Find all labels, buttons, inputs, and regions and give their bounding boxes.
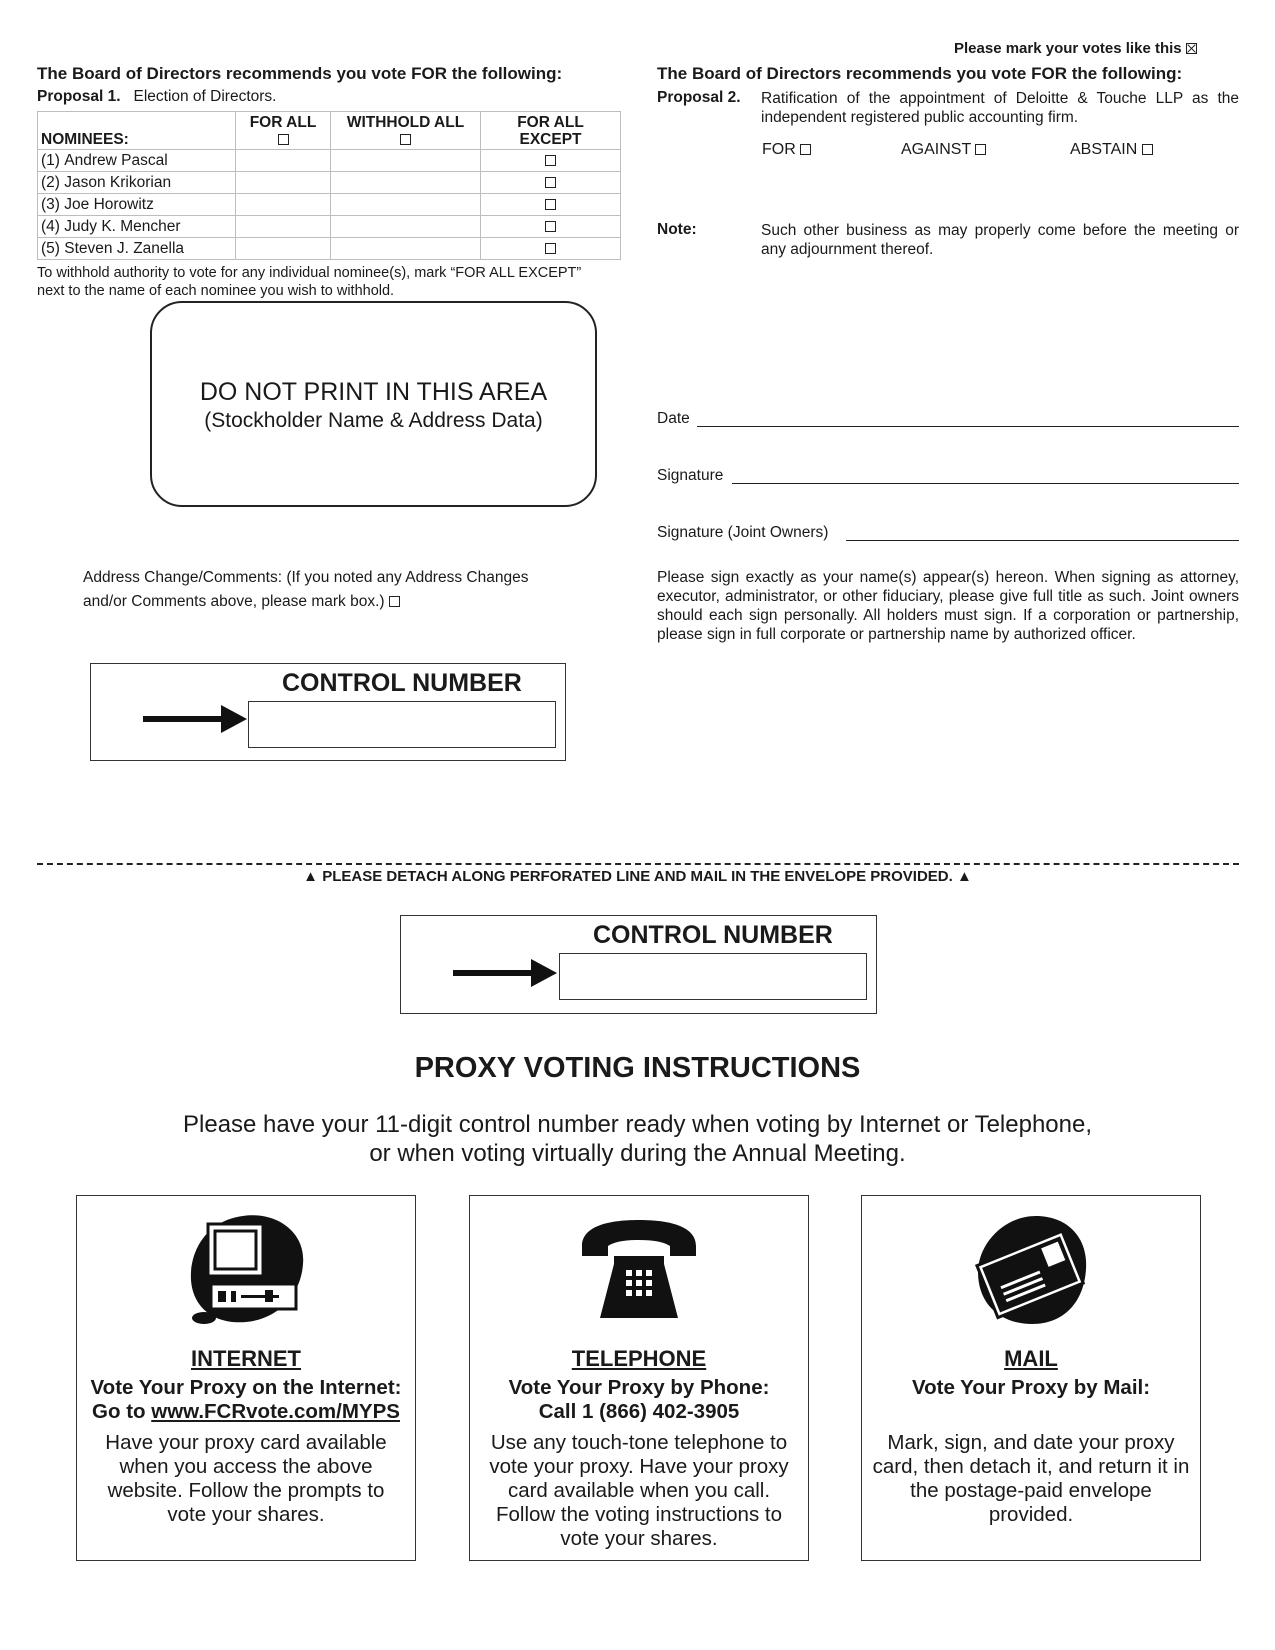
computer-icon [77,1214,415,1324]
nominee-table [37,111,621,260]
nominee-number: (3) [41,195,60,213]
detach-text: PLEASE DETACH ALONG PERFORATED LINE AND MAIL IN THE ENVELOPE PROVIDED. [322,868,953,885]
joint-signature-label: Signature (Joint Owners) [657,524,829,541]
arrow-head-icon [221,705,247,733]
option-abstain [1070,141,1153,159]
for-all-checkbox[interactable] [278,134,289,145]
proposal-1-label: Proposal 1. [37,88,121,105]
nominee-row [38,194,621,216]
nominee-row [38,172,621,194]
right-heading: The Board of Directors recommends you vote FOR the following: [657,64,1183,83]
date-line[interactable] [697,426,1239,427]
do-not-print-area [150,301,597,507]
note-text: Such other business as may properly come before the meeting or any adjournment thereof. [761,222,1239,258]
withhold-all-label: WITHHOLD ALL [346,113,465,131]
control-number-label: CONTROL NUMBER [282,669,522,697]
withhold-note-line-2: next to the name of each nominee you wish to withhold. [37,283,395,299]
arrow-right-icon [143,716,223,722]
for-all-label: FOR ALL [249,113,317,131]
proposal-1-text: Election of Directors. [133,88,277,105]
for-all-except-header [481,112,621,150]
internet-subtitle-1: Vote Your Proxy on the Internet: [90,1376,402,1399]
nominee-row [38,216,621,238]
nominee-number: (1) [41,151,60,169]
instructions-line-1: Please have your 11-digit control number ready when voting by Internet or Telephone, [183,1111,1092,1138]
control-number-field[interactable] [248,701,556,748]
signature-label: Signature [657,467,724,484]
nominee-name: Steven J. Zanella [64,239,185,257]
address-change-checkbox[interactable] [389,596,400,607]
option-against [901,141,986,159]
nominee-number: (4) [41,217,60,235]
telephone-desc-line: vote your shares. [560,1527,718,1550]
option-for-label: FOR [762,141,796,158]
control-number-box-top [90,663,566,761]
for-all-except-label-2: EXCEPT [519,130,582,148]
detach-note [0,868,1275,885]
nominee-name: Judy K. Mencher [64,217,181,235]
internet-subtitle [77,1376,415,1424]
telephone-number: Call 1 (866) 402-3905 [538,1400,740,1423]
signature-line[interactable] [732,483,1239,484]
telephone-desc-line: Use any touch-tone telephone to [490,1431,788,1454]
proposal-1 [37,88,276,106]
nominees-header: NOMINEES: [38,112,236,150]
envelope-icon [862,1214,1200,1324]
internet-desc-line: Have your proxy card available [105,1431,387,1454]
control-number-label: CONTROL NUMBER [593,921,833,949]
do-not-print-subtitle: (Stockholder Name & Address Data) [204,409,543,432]
do-not-print-title: DO NOT PRINT IN THIS AREA [199,378,548,406]
proposal-2-label: Proposal 2. [657,89,741,106]
address-change-line-2: and/or Comments above, please mark box.) [83,593,385,610]
up-triangle-icon: ▲ [303,868,319,885]
nominee-name: Jason Krikorian [64,173,172,191]
telephone-icon [470,1214,808,1324]
address-change-line-1: Address Change/Comments: (If you noted any Address Changes [83,569,529,586]
joint-signature-line[interactable] [846,540,1239,541]
internet-box [76,1195,416,1561]
control-number-field[interactable] [559,953,867,1000]
control-number-box-bottom [400,915,877,1014]
internet-vote-link[interactable]: www.FCRvote.com/MYPS [151,1400,400,1423]
internet-go-to: Go to [92,1400,152,1423]
telephone-desc-line: vote your proxy. Have your proxy [489,1455,789,1478]
withhold-all-checkbox[interactable] [400,134,411,145]
mark-votes-note [954,40,1197,57]
against-checkbox[interactable] [975,144,986,155]
option-against-label: AGAINST [901,141,971,158]
mail-desc-line: the postage-paid envelope [910,1479,1152,1502]
up-triangle-icon: ▲ [956,868,972,885]
nominee-name: Andrew Pascal [64,151,168,169]
perforated-line [37,863,1239,865]
telephone-subtitle [470,1376,808,1424]
option-abstain-label: ABSTAIN [1070,141,1138,158]
instructions-title: PROXY VOTING INSTRUCTIONS [414,1052,861,1084]
arrow-head-icon [531,959,557,987]
abstain-checkbox[interactable] [1142,144,1153,155]
telephone-description [480,1431,798,1551]
internet-method: INTERNET [191,1346,301,1371]
internet-description [87,1431,405,1527]
nominee-number: (5) [41,239,60,257]
date-label: Date [657,410,690,427]
nominee-except-checkbox[interactable] [545,243,556,254]
note-label: Note: [657,221,697,238]
for-all-except-label-1: FOR ALL [517,113,584,131]
for-all-header [236,112,331,150]
telephone-subtitle-1: Vote Your Proxy by Phone: [508,1376,770,1399]
proposal-2-text: Ratification of the appointment of Deloitte & Touche LLP as the independent registered public accounting firm. [761,90,1239,126]
telephone-box [469,1195,809,1561]
telephone-desc-line: Follow the voting instructions to [496,1503,782,1526]
mail-box [861,1195,1201,1561]
telephone-desc-line: card available when you call. [507,1479,771,1502]
option-for [762,141,811,159]
mail-desc-line: card, then detach it, and return it in [872,1455,1190,1478]
internet-desc-line: vote your shares. [167,1503,325,1526]
mail-desc-line: Mark, sign, and date your proxy [887,1431,1175,1454]
internet-desc-line: when you access the above [119,1455,373,1478]
example-checked-box-icon [1186,43,1197,54]
withhold-all-header [331,112,481,150]
nominee-table-header [38,112,621,150]
nominee-except-checkbox[interactable] [545,199,556,210]
mail-subtitle [862,1376,1200,1400]
address-change [83,566,528,614]
mail-desc-line: provided. [988,1503,1074,1526]
for-checkbox[interactable] [800,144,811,155]
mail-description [872,1431,1190,1527]
instructions-text [0,1110,1275,1168]
nominee-except-checkbox[interactable] [545,177,556,188]
telephone-method: TELEPHONE [571,1346,707,1371]
mail-subtitle-1: Vote Your Proxy by Mail: [911,1376,1151,1399]
internet-desc-line: website. Follow the prompts to [107,1479,385,1502]
nominee-number: (2) [41,173,60,191]
sign-instructions: Please sign exactly as your name(s) appear(s) hereon. When signing as attorney, executor, administrator, or other fiduciary, please give full title as such. Joint owners should each sign personally. All holders must sign. If a corporation or partnership, please sign in full corporate or partnership name by authorized officer. [657,569,1239,643]
nominee-row [38,238,621,260]
nominee-row [38,150,621,172]
withhold-note [37,264,581,300]
withhold-note-line-1: To withhold authority to vote for any individual nominee(s), mark “FOR ALL EXCEPT” [37,265,582,281]
nominee-except-checkbox[interactable] [545,221,556,232]
mark-votes-text: Please mark your votes like this [954,40,1182,57]
mail-method: MAIL [1004,1346,1058,1371]
nominee-name: Joe Horowitz [64,195,154,213]
nominee-except-checkbox[interactable] [545,155,556,166]
left-heading: The Board of Directors recommends you vote FOR the following: [37,64,563,83]
instructions-line-2: or when voting virtually during the Annual Meeting. [369,1140,906,1167]
arrow-right-icon [453,970,533,976]
